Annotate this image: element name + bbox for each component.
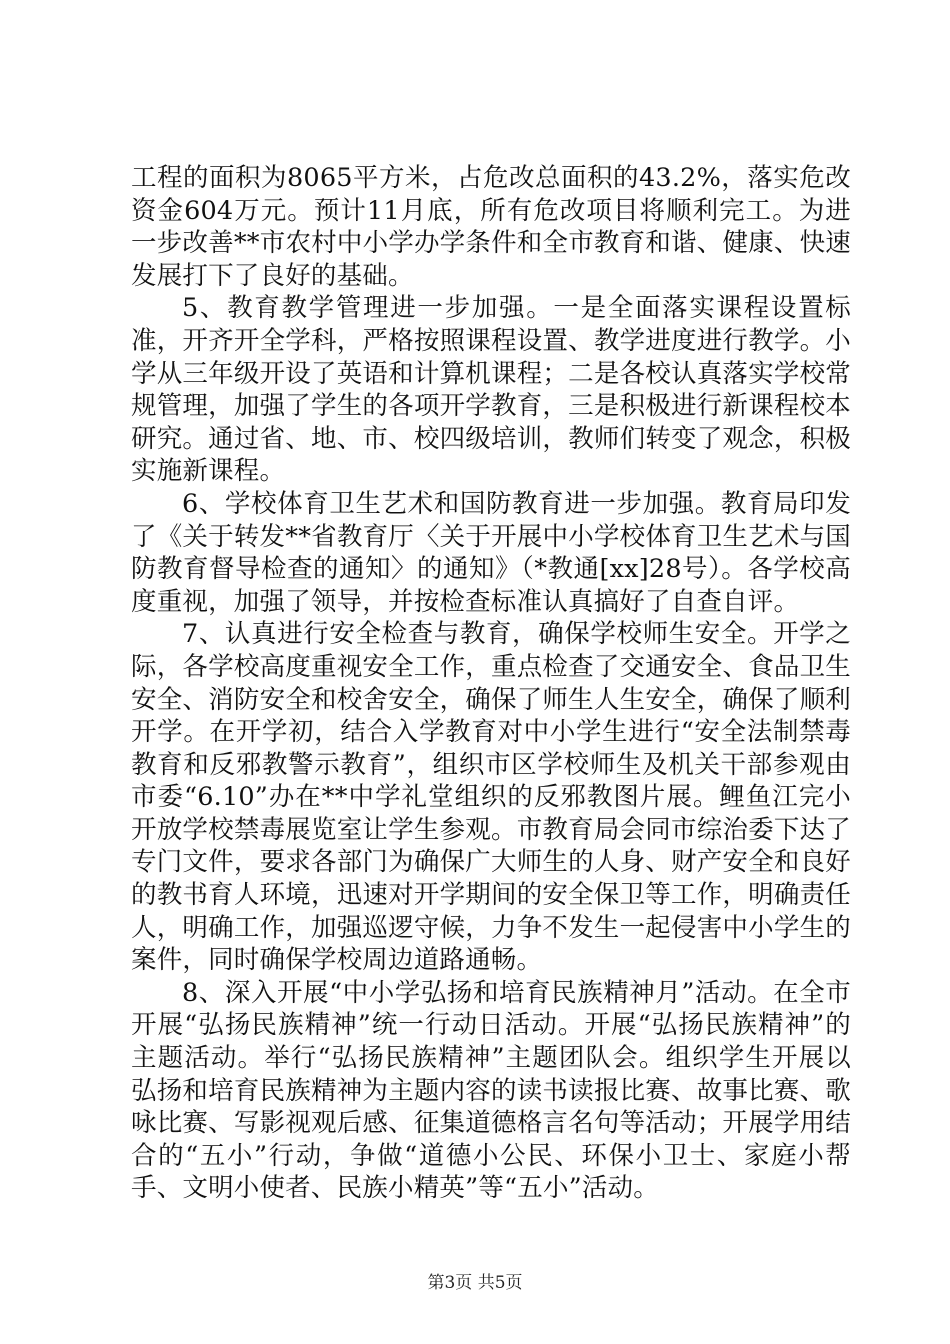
page-number-footer: 第3页 共5页 — [427, 1273, 523, 1293]
paragraph-continuation: 工程的面积为8065平方米，占危改总面积的43.2%，落实危改资金604万元。预计11月底，所有危改项目将顺利完工。为进一步改善**市农村中小学办学条件和全市教育和谐、健康、快速发展打下了良好的基础。 — [131, 163, 851, 291]
document-body — [131, 162, 851, 1205]
paragraph-item-6: 6、学校体育卫生艺术和国防教育进一步加强。教育局印发了《关于转发**省教育厅〈关于开展中小学校体育卫生艺术与国防教育督导检查的通知〉的通知》（*教通[xx]28号）。各学校高度重视，加强了领导，并按检查标准认真搞好了自查自评。 — [131, 488, 851, 617]
paragraph-item-8: 8、深入开展“中小学弘扬和培育民族精神月”活动。在全市开展“弘扬民族精神”统一行动日活动。开展“弘扬民族精神”的主题活动。举行“弘扬民族精神”主题团队会。组织学生开展以弘扬和培育民族精神为主题内容的读书读报比赛、故事比赛、歌咏比赛、写影视观后感、征集道德格言名句等活动；开展学用结合的“五小”行动，争做“道德小公民、环保小卫士、家庭小帮手、文明小使者、民族小精英”等“五小”活动。 — [131, 977, 851, 1204]
paragraph-item-7: 7、认真进行安全检查与教育，确保学校师生安全。开学之际，各学校高度重视安全工作，重点检查了交通安全、食品卫生安全、消防安全和校舍安全，确保了师生人生安全，确保了顺利开学。在开学初，结合入学教育对中小学生进行“安全法制禁毒教育和反邪教警示教育”，组织市区学校师生及机关干部参观由市委“6.10”办在**中学礼堂组织的反邪教图片展。鲤鱼江完小开放学校禁毒展览室让学生参观。市教育局会同市综治委下达了专门文件，要求各部门为确保广大师生的人身、财产安全和良好的教书育人环境，迅速对开学期间的安全保卫等工作，明确责任人，明确工作，加强巡逻守候，力争不发生一起侵害中小学生的案件，同时确保学校周边道路通畅。 — [131, 619, 851, 976]
paragraph-item-5: 5、教育教学管理进一步加强。一是全面落实课程设置标准，开齐开全学科，严格按照课程设置、教学进度进行教学。小学从三年级开设了英语和计算机课程；二是各校认真落实学校常规管理，加强了学生的各项开学教育，三是积极进行新课程校本研究。通过省、地、市、校四级培训，教师们转变了观念，积极实施新课程。 — [131, 293, 851, 487]
